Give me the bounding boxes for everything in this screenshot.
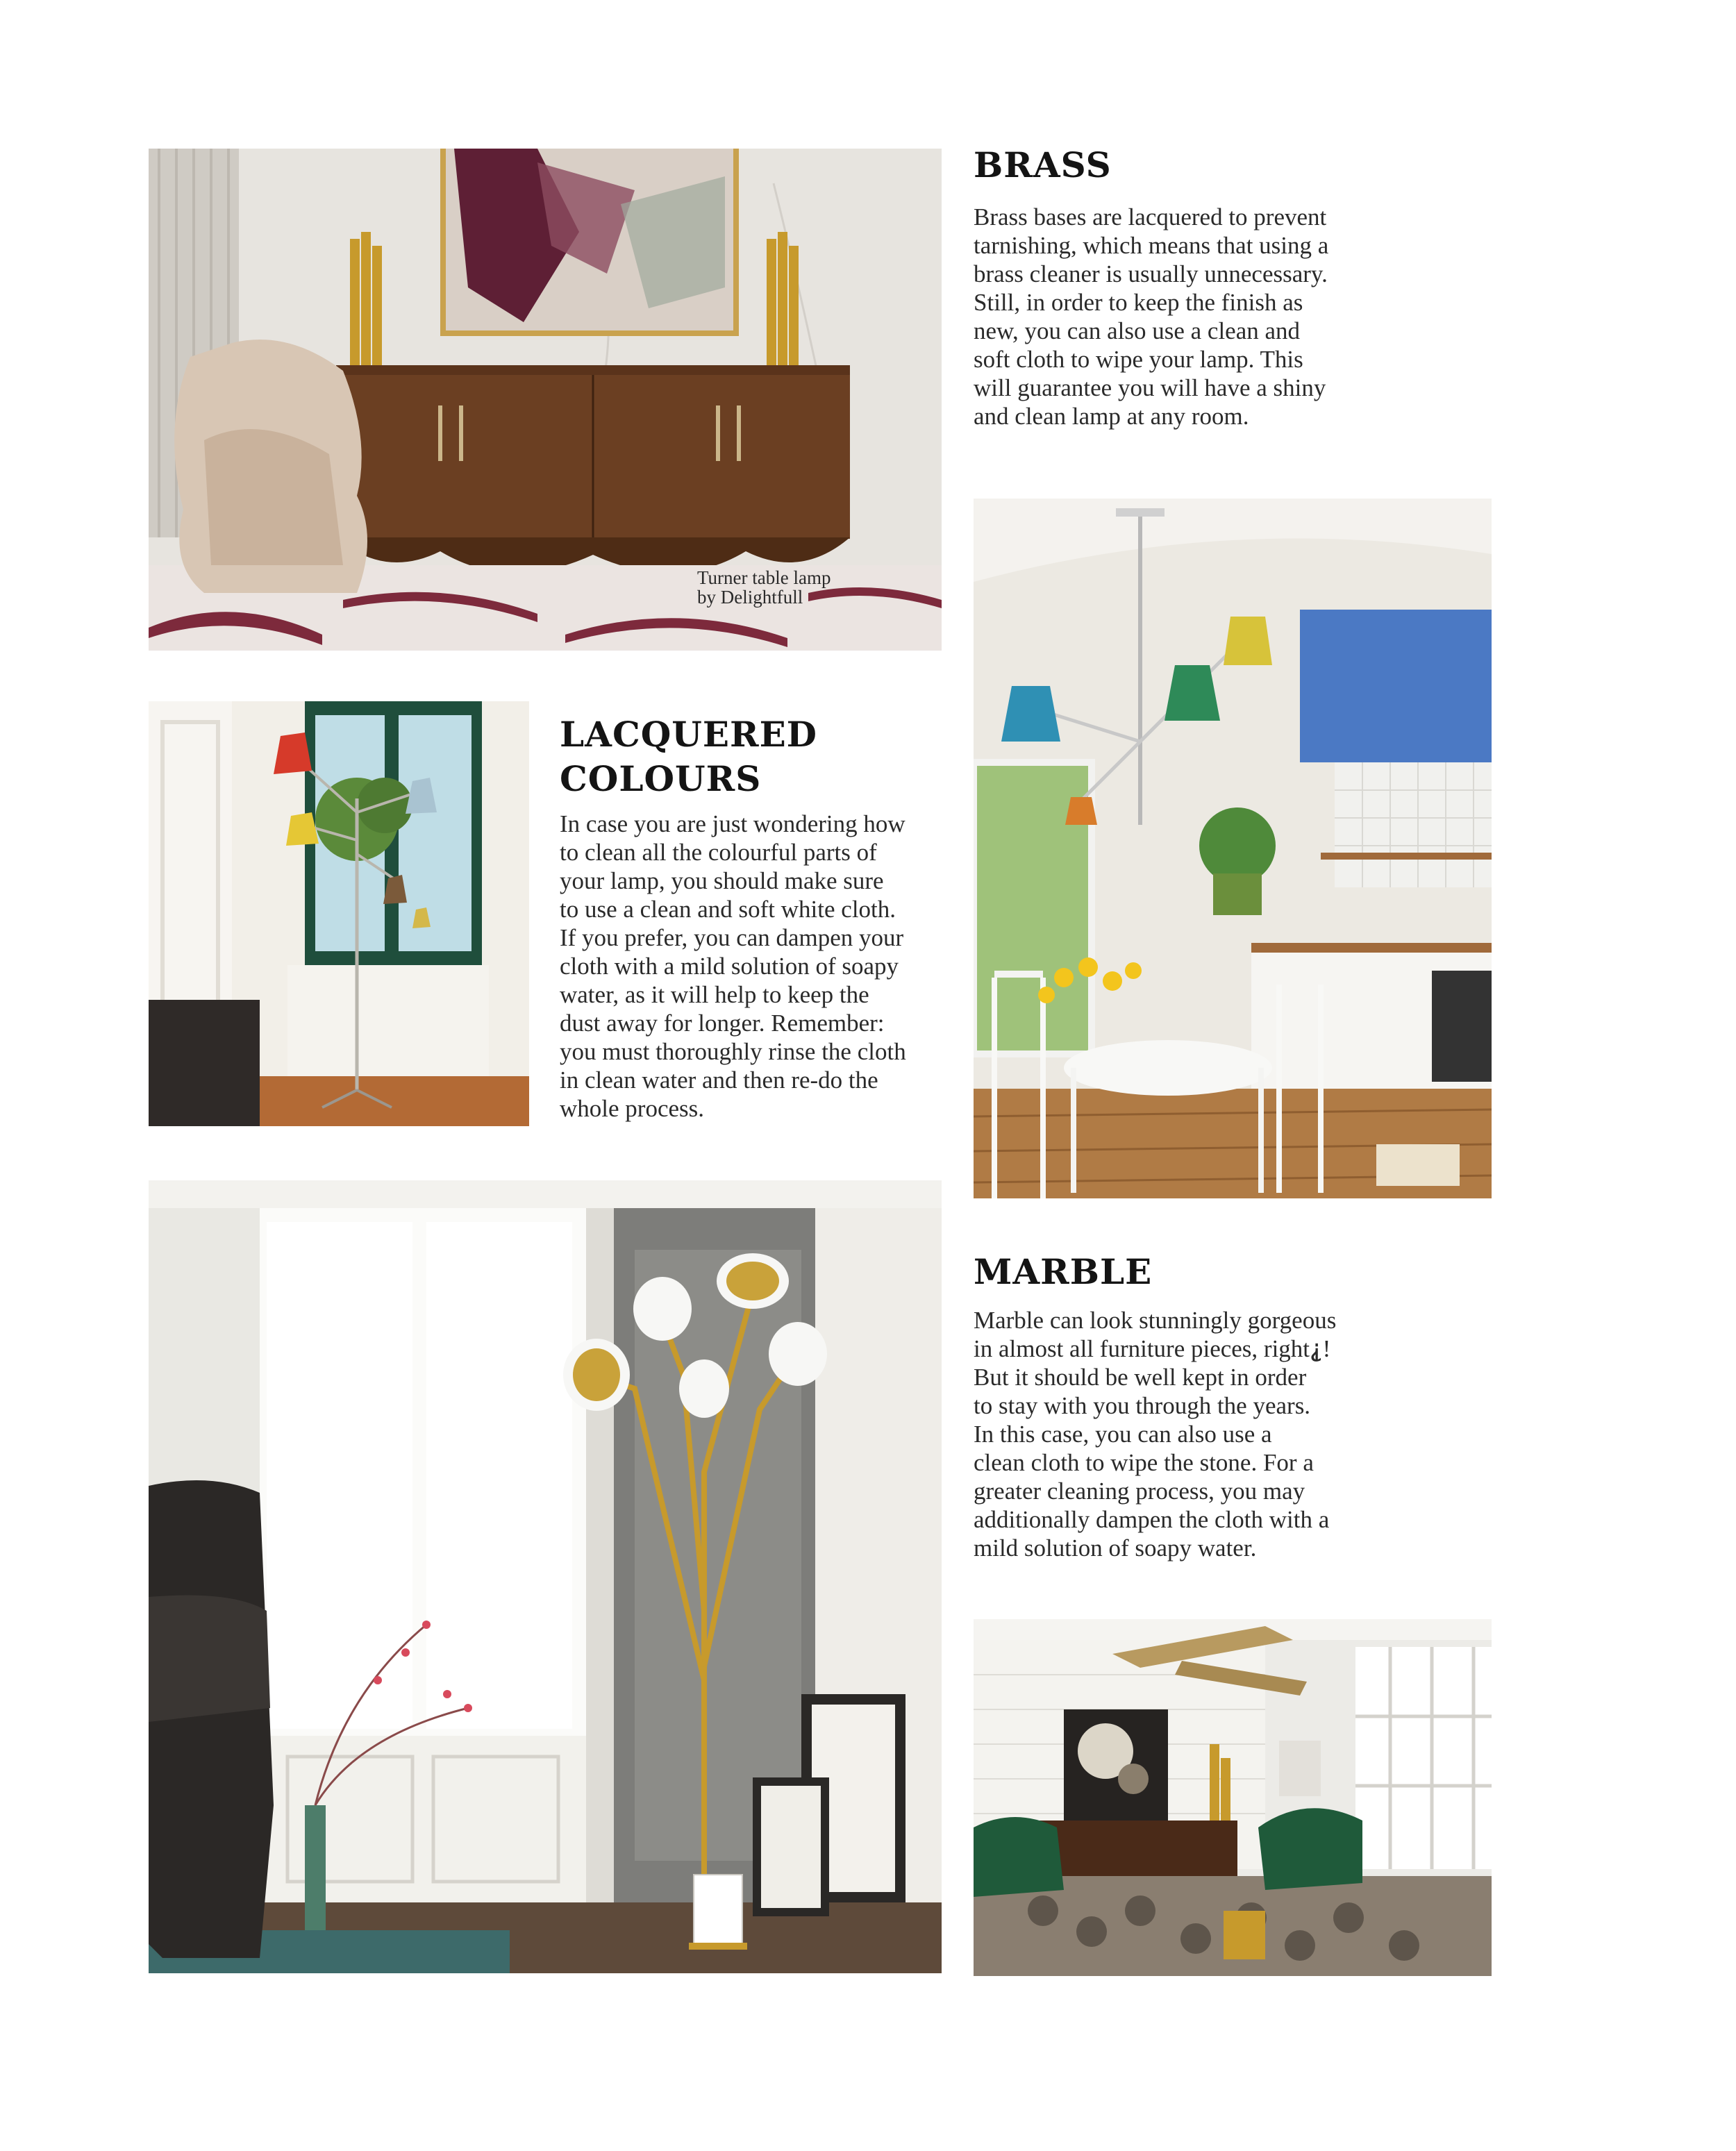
sideboard-photo bbox=[149, 149, 942, 651]
floor-lamp-photo bbox=[149, 1180, 942, 1973]
heading-line-2: COLOURS bbox=[560, 758, 762, 799]
living-room-photo bbox=[974, 1619, 1492, 1976]
kitchen-photo bbox=[974, 499, 1492, 1198]
heading-brass: BRASS bbox=[974, 144, 1112, 185]
heading-marble: MARBLE bbox=[974, 1251, 1153, 1292]
window-photo bbox=[149, 701, 529, 1126]
brass-body-text: Brass bases are lacquered to prevent tarnishing, which means that using a brass cleaner is usually unnecessary. Still, in order to keep the finish as new, you can also use a clean and soft cloth to wipe your lamp. This will guarantee you will have a shiny and clean lamp at any room. bbox=[974, 203, 1329, 430]
photo-caption: Turner table lamp by Delightfull bbox=[697, 567, 831, 608]
lacquered-body-text: In case you are just wondering how to clean all the colourful parts of your lamp, you should make sure to use a clean and soft white cloth. If you prefer, you can dampen your cloth with a mild solution of soapy water, as it will help to keep the dust away for longer. Remember: you must thoroughly rinse the cloth in clean water and then re-do the whole process. bbox=[560, 810, 906, 1122]
marble-body-text: Marble can look stunningly gorgeous in almost all furniture pieces, right⸘! But it should be well kept in order to stay with you through the years. In this case, you can also use a clean cloth to wipe the stone. For a greater cleaning process, you may additionally dampen the cloth with a mild solution of soapy water. bbox=[974, 1307, 1337, 1562]
heading-lacquered-colours bbox=[560, 712, 817, 801]
heading-line-1: LACQUERED bbox=[560, 714, 818, 755]
